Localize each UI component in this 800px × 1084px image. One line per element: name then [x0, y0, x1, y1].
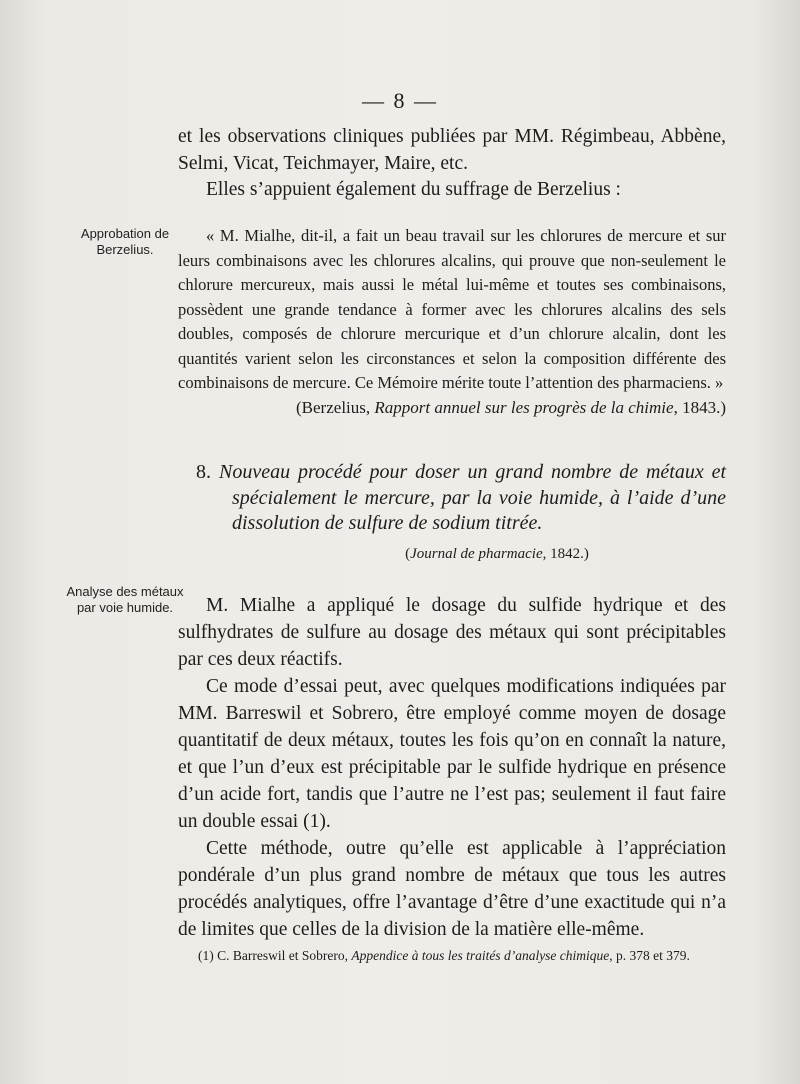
berzelius-quote	[178, 224, 726, 420]
margin-note-berzelius: Approbation de Berzelius.	[80, 226, 170, 257]
footnote-title: Appendice à tous les traités d’analyse chimique	[351, 948, 610, 963]
quote-text: « M. Mialhe, dit-il, a fait un beau travail sur les chlorures de mercure et sur leurs combinaisons avec les chlorures alcalins, qui prouve que non-seulement le chlorure mercureux, mais aussi le métal lui-même et toutes ses combinaisons, possèdent une grande tendance à former avec les chlorures alcalins des sels doubles, composés de chlorure mercurique et d’un chlorure alcalin, dont les quantités varient selon les circonstances et selon la composition différente des combinaisons de mercure. Ce Mémoire mérite toute l’attention des pharmaciens. »	[178, 226, 726, 392]
margin-note-analyse: Analyse des métaux par voie humide.	[66, 584, 184, 615]
footnote: (1) C. Barreswil et Sobrero, Appendice à tous les traités d’analyse chimique, p. 378 et 379.	[198, 948, 690, 963]
continuation-line-1: et les observations cliniques publiées par MM. Régimbeau, Abbène, Selmi, Vicat, Teichmayer, Maire, etc.	[178, 126, 726, 174]
main-paragraphs	[178, 592, 726, 943]
page-number: — 8 —	[362, 88, 438, 113]
journal-title: Journal de pharmacie	[410, 546, 543, 562]
section-number: 8.	[196, 461, 211, 483]
journal-reference: (Journal de pharmacie, 1842.)	[405, 546, 589, 562]
quote-source-title: Rapport annuel sur les progrès de la chimie	[374, 397, 674, 417]
section-heading	[196, 460, 726, 537]
paragraph-2: Ce mode d’essai peut, avec quelques modifications indiquées par MM. Barreswil et Sobrero, être employé comme moyen de dosage quantitatif de deux métaux, toutes les fois qu’on en connaît la nature, et que l’un d’eux est précipitable par le sulfide hydrique en présence d’un acide fort, tandis que l’autre ne l’est pas; seulement il faut faire un double essai (1).	[178, 676, 726, 832]
paragraph-1: M. Mialhe a appliqué le dosage du sulfide hydrique et des sulfhydrates de sulfure au dosage des métaux qui sont précipitables par ces deux réactifs.	[178, 595, 726, 670]
paragraph-3: Cette méthode, outre qu’elle est applicable à l’appréciation pondérale d’un plus grand nombre de métaux que tous les autres procédés analytiques, offre l’avantage d’être d’une exactitude qui n’a de limites que celles de la division de la matière elle-même.	[178, 838, 726, 940]
section-title: Nouveau procédé pour doser un grand nombre de métaux et spécialement le mercure, par la voie humide, à l’aide d’une dissolution de sulfure de sodium titrée.	[219, 461, 726, 534]
continuation-text	[178, 124, 726, 204]
continuation-line-2: Elles s’appuient également du suffrage de Berzelius :	[206, 179, 621, 200]
quote-citation: (Berzelius, Rapport annuel sur les progrès de la chimie, 1843.)	[296, 397, 726, 417]
